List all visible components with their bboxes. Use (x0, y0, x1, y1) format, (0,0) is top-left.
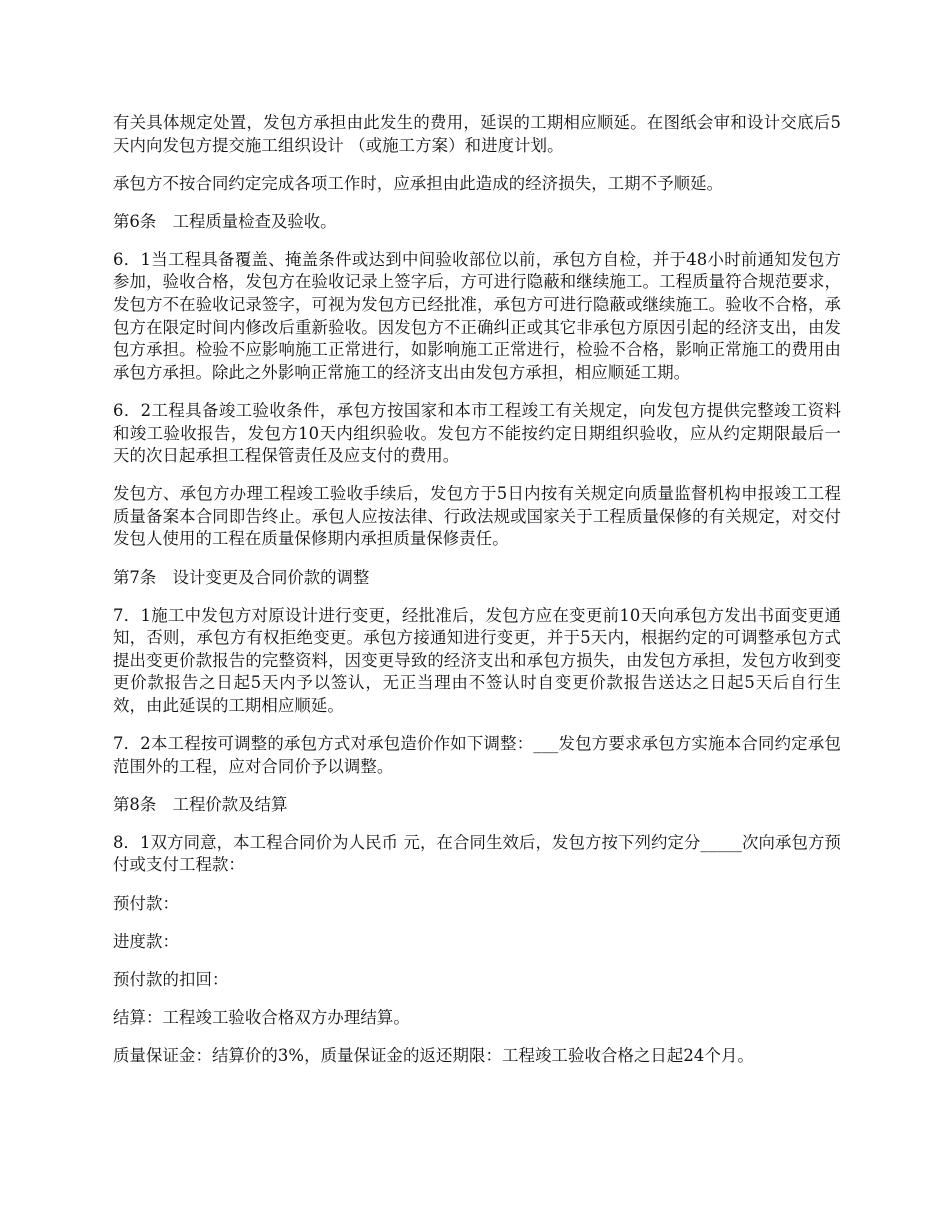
clause-6-1: 6．1当工程具备覆盖、掩盖条件或达到中间验收部位以前，承包方自检，并于48小时前通知发包方参加，验收合格，发包方在验收记录上签字后，方可进行隐蔽和继续施工。工程质量符合规范要求，发包方不在验收记录签字，可视为发包方已经批准，承包方可进行隐蔽或继续施工。验收不合格，承包方在限定时间内修改后重新验收。因发包方不正确纠正或其它非承包方原因引起的经济支出，由发包方承担。检验不应影响施工正常进行，如影响施工正常进行，检验不合格，影响正常施工的费用由承包方承担。除此之外影响正常施工的经济支出由发包方承担，相应顺延工期。 (113, 249, 841, 382)
progress-payment-line: 进度款： (113, 931, 179, 951)
article-8-heading: 第8条 工程价款及结算 (113, 794, 288, 814)
paragraph-cost-delay: 有关具体规定处置，发包方承担由此发生的费用，延误的工期相应顺延。在图纸会审和设计交底后5天内向发包方提交施工组织设计 （或施工方案）和进度计划。 (113, 113, 841, 155)
article-7-heading: 第7条 设计变更及合同价款的调整 (113, 567, 370, 587)
advance-deduction-line: 预付款的扣回： (113, 969, 229, 989)
clause-8-1: 8．1双方同意，本工程合同价为人民币 元，在合同生效后，发包方按下列约定分_____次向承包方预付或支付工程款： (113, 832, 841, 875)
settlement-line: 结算：工程竣工验收合格双方办理结算。 (113, 1007, 410, 1027)
paragraph-completion-warranty: 发包方、承包方办理工程竣工验收手续后，发包方于5日内按有关规定向质量监督机构申报竣工工程质量备案本合同即告终止。承包人应按法律、行政法规或国家关于工程质量保修的有关规定，对交付发包人使用的工程在质量保修期内承担质量保修责任。 (113, 484, 841, 549)
clause-6-2: 6．2工程具备竣工验收条件，承包方按国家和本市工程竣工有关规定，向发包方提供完整竣工资料和竣工验收报告，发包方10天内组织验收。发包方不能按约定日期组织验收，应从约定期限最后一天的次日起承担工程保管责任及应支付的费用。 (113, 400, 841, 466)
clause-7-1: 7．1施工中发包方对原设计进行变更，经批准后，发包方应在变更前10天向承包方发出书面变更通知，否则，承包方有权拒绝变更。承包方接通知进行变更，并于5天内，根据约定的可调整承包方式提出变更价款报告的完整资料，因变更导致的经济支出和承包方损失，由发包方承担，发包方收到变更价款报告之日起5天内予以签认，无正当理由不签认时自变更价款报告送达之日起5天后自行生效，由此延误的工期相应顺延。 (113, 605, 841, 715)
quality-deposit-line: 质量保证金：结算价的3%，质量保证金的返还期限：工程竣工验收合格之日起24个月。 (113, 1045, 754, 1065)
document-page (113, 112, 841, 1083)
paragraph-contractor-loss: 承包方不按合同约定完成各项工作时，应承担由此造成的经济损失，工期不予顺延。 (113, 173, 724, 193)
advance-payment-line: 预付款： (113, 893, 179, 913)
clause-7-2: 7．2本工程按可调整的承包方式对承包造价作如下调整：___发包方要求承包方实施本合同约定承包范围外的工程，应对合同价予以调整。 (113, 734, 841, 776)
article-6-heading: 第6条 工程质量检查及验收。 (113, 211, 337, 231)
